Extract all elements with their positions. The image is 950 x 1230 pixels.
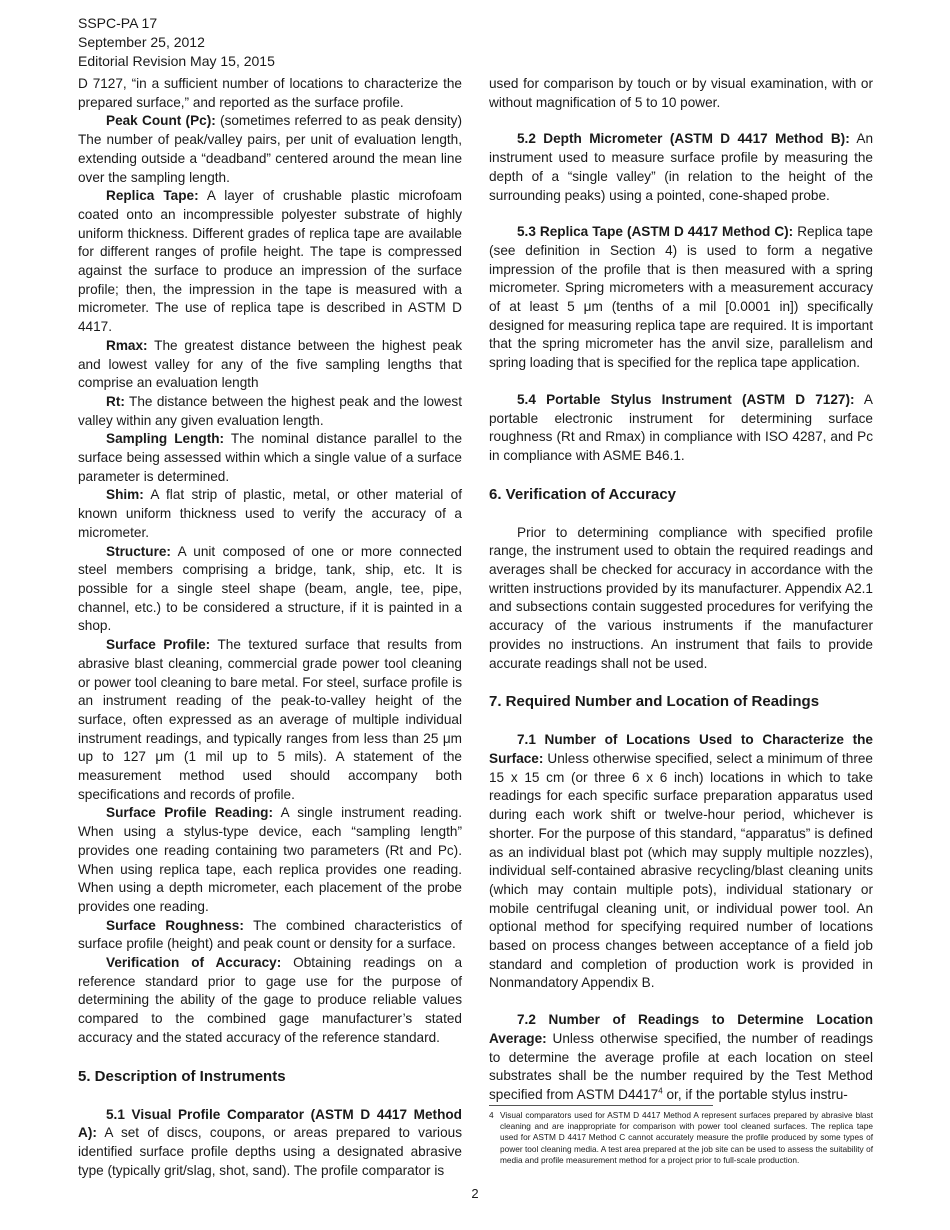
section-6-paragraph: Prior to determining compliance with specified profile range, the instrument used to obtain the required readings and averages shall be checked for accuracy in accordance with the written instructions provided by its manufacturer. Appendix A2.1 and subsections contain suggested procedures for verifying the accuracy of the various instruments if the manufacturer provides no instructions. An instrument that fails to provide accurate readings shall not be used. [489,524,873,671]
definition-shim: Shim: A flat strip of plastic, metal, or other material of known uniform thickness used to verify the accuracy of a micrometer. [78,487,462,540]
footnote-divider [489,1105,713,1106]
definition-surface-profile-reading: Surface Profile Reading: A single instrument reading. When using a stylus-type device, each “sampling length” provides one reading containing two parameters (Rt and Pc). When using replica tape, each replica provides one reading. When using a depth micrometer, each placement of the probe provides one reading. [78,805,463,914]
section-5-4: 5.4 Portable Stylus Instrument (ASTM D 7127): A portable electronic instrument for determining surface roughness (Rt and Rmax) in compliance with ISO 4287, and Pc in compliance with ASME B46.1. [489,391,873,463]
footnote-number: 4 [489,1110,494,1120]
definition-surface-roughness: Surface Roughness: The combined characteristics of surface profile (height) and peak count or density for a surface. [78,917,463,952]
doc-date: September 25, 2012 [78,34,205,50]
page-header [78,14,275,71]
left-column [78,75,462,1180]
section-6-heading: 6. Verification of Accuracy [489,485,677,503]
right-column [489,75,873,1105]
section-5-2: 5.2 Depth Micrometer (ASTM D 4417 Method B): An instrument used to measure surface profile by measuring the depth of a “single valley” (in relation to the height of the surrounding peaks) using a pointed, cone-shaped probe. [489,131,874,203]
section-5-1: 5.1 Visual Profile Comparator (ASTM D 4417 Method A): A set of discs, coupons, or areas prepared to various identified surface profile depths using a designated abrasive type (typically grit/slag, shot, sand). The profile comparator is [78,1106,462,1178]
doc-id: SSPC-PA 17 [78,15,158,31]
section-7-1: 7.1 Number of Locations Used to Characterize the Surface: Unless otherwise specified, select a minimum of three 15 x 15 cm (or three 6 x 6 inch) locations in which to take readings for each specific surface preparation apparatus used during each work shift or twelve-hour period, whichever is shorter. For the purpose of this standard, “apparatus” is defined as an individual blast pot (which may supply multiple nozzles), individual self-contained abrasive recycling/blast cleaning units (which may contain multiple pots), individual stationary or mobile centrifugal cleaning unit, or individual power tool. An optional method for specifying required number of locations based on process changes between acceptance of a field job standard and completion of production work is provided in Nonmandatory Appendix B. [489,732,873,991]
definition-surface-profile: Surface Profile: The textured surface that results from abrasive blast cleaning, commercial grade power tool cleaning or power tool cleaning to bare metal. For steel, surface profile is an instrument reading of the peak-to-valley height of the surface, often expressed as an average of multiple individual instrument readings, and typically ranges from less than 25 μm up to 127 μm (1 mil up to 5 mils). A statement of the measurement method used should accompany both specifications and records of profile. [78,637,462,802]
section-5-heading: 5. Description of Instruments [78,1067,286,1085]
doc-revision: Editorial Revision May 15, 2015 [78,53,275,69]
page-number: 2 [471,1186,479,1201]
definition-sampling-length: Sampling Length: The nominal distance parallel to the surface being assessed within which a single value of a surface parameter is determined. [78,431,462,484]
section-5-1-continued: used for comparison by touch or by visual examination, with or without magnification of 5 to 10 power. [489,76,873,110]
intro-paragraph: D 7127, “in a sufficient number of locations to characterize the prepared surface,” and reported as the surface profile. [78,76,462,110]
definition-structure: Structure: A unit composed of one or more connected steel members comprising a bridge, tank, ship, etc. It is possible for a single steel shape (beam, angle, tee, pipe, channel, etc.) to be considered a structure, if it is painted in a shop. [78,543,462,634]
definition-replica-tape: Replica Tape: A layer of crushable plastic microfoam coated onto an incompressible polyester substrate of highly uniform thickness. Different grades of replica tape are available for different ranges of profile height. The tape is compressed against the surface to produce an impression of the surface profile; then, the impression in the tape is measured with a micrometer. The use of replica tape is described in ASTM D 4417. [78,188,462,335]
footnote-text: Visual comparators used for ASTM D 4417 Method A represent surfaces prepared by abrasive blast cleaning and are inappropriate for comparison with power tool cleaned surfaces. The replica tape used for ASTM D 4417 Method C cannot accurately measure the profile produced by some types of power tool cleaning media. A test area prepared at the job site can be used to assess the suitability of media and profile measurement method for a project prior to full-scale production. [500,1110,873,1165]
section-7-2: 7.2 Number of Readings to Determine Location Average: Unless otherwise specified, the number of readings to determine the average profile at each location on steel substrates shall be the number required by the Test Method specified from ASTM D4417$^4$ or, if the portable stylus instru- [489,1012,873,1102]
definition-verification-of-accuracy: Verification of Accuracy: Obtaining readings on a reference standard prior to gage use for the purpose of determining the ability of the gage to produce reliable values compared to the combined gage manufacturer’s stated accuracy and the stated accuracy of the reference standard. [78,955,463,1045]
section-5-3: 5.3 Replica Tape (ASTM D 4417 Method C): Replica tape (see definition in Section 4) is used to form a negative impression of the profile that is then measured with a spring micrometer. Spring micrometers with a measurement accuracy of at least 5 μm (tenths of a mil [0.0001 in]) specifically designed for measuring replica tape are required. It is important that the spring micrometer has the anvil size, parallelism and spring loading that is specified for the replica tape application. [489,224,873,371]
definition-rt: Rt: The distance between the highest peak and the lowest valley within any given evaluation length. [78,393,462,428]
section-7-heading: 7. Required Number and Location of Readings [489,693,820,711]
definition-peak-count: Peak Count (Pc): (sometimes referred to as peak density) The number of peak/valley pairs, per unit of evaluation length, extending outside a “deadband” centered around the mean line over the sampling length. [78,113,463,185]
footnote [489,1110,873,1166]
definition-rmax: Rmax: The greatest distance between the highest peak and lowest valley for any of the five sampling lengths that comprise an evaluation length [78,337,462,391]
footnote-ref: 4 [658,1086,663,1096]
